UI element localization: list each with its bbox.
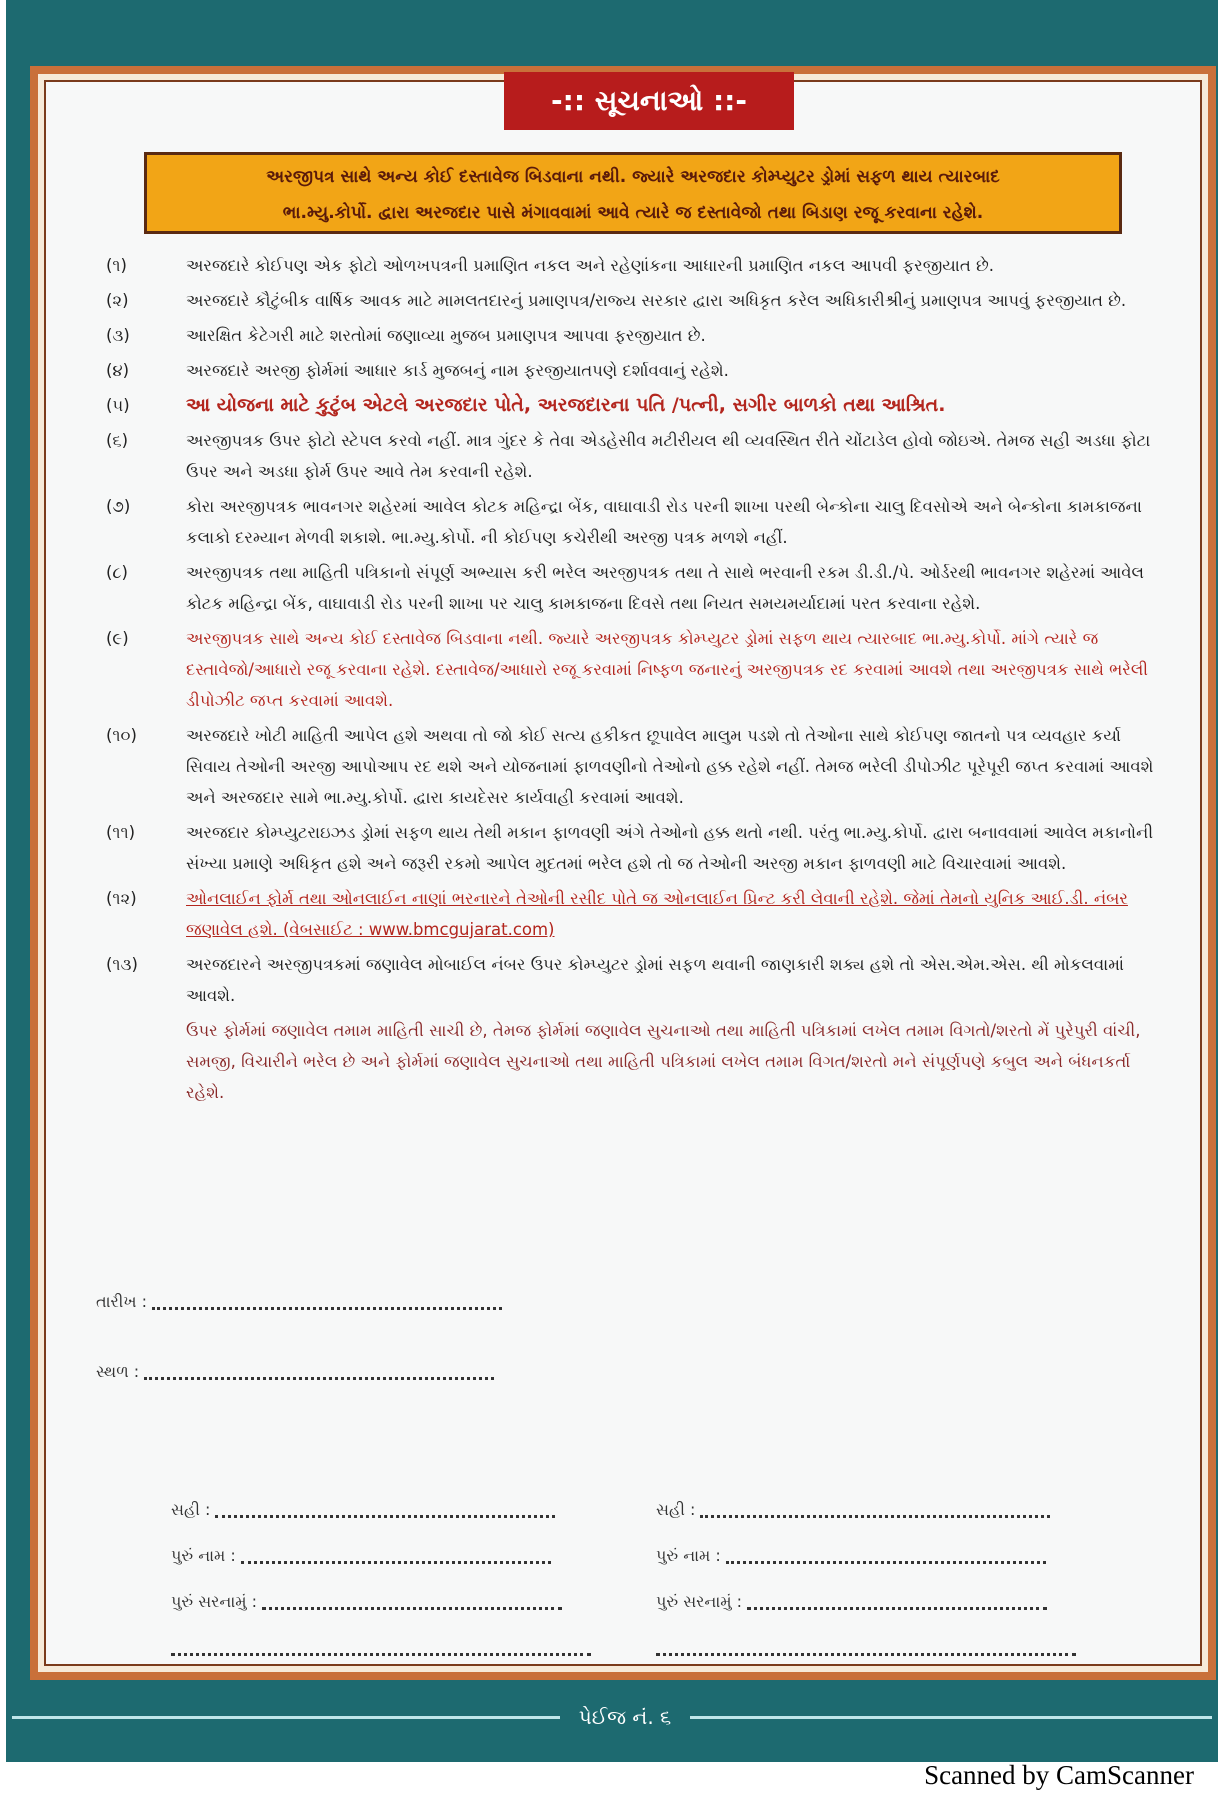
- signature-field-left[interactable]: [171, 1500, 555, 1520]
- page-number: પેઈજ નં. ૬: [560, 1700, 690, 1734]
- list-item: [106, 491, 1160, 553]
- page-title: -:: સૂચનાઓ ::-: [504, 72, 794, 130]
- name-field-right[interactable]: [656, 1546, 1046, 1566]
- list-item: [106, 817, 1160, 879]
- list-item: [106, 949, 1160, 1011]
- item-number: (૪): [106, 361, 130, 380]
- signature-label: સહી :: [656, 1500, 696, 1519]
- place-label: સ્થળ :: [96, 1362, 140, 1381]
- list-item: [106, 883, 1160, 945]
- page-frame: [30, 66, 1216, 1680]
- instruction-list: [106, 250, 1160, 1108]
- item-text: કોરા અરજીપત્રક ભાવનગર શહેરમાં આવેલ કોટક મહિન્દ્રા બેંક, વાઘાવાડી રોડ પરની શાખા પરથી બેન્કોના ચાલુ દિવસોએ અને બેન્કોના કામકાજના કલાકો દરમ્યાન મેળવી શકાશે. ભા.મ્યુ.કોર્પો. ની કોઈપણ કચેરીથી અરજી પત્રક મળશે નહીં.: [186, 497, 1142, 547]
- date-field[interactable]: [96, 1292, 502, 1312]
- notice-box: [144, 152, 1122, 234]
- date-label: તારીખ :: [96, 1292, 148, 1311]
- address-label: પુરું સરનામું :: [656, 1592, 743, 1611]
- notice-line: ભા.મ્યુ.કોર્પો. દ્વારા અરજદાર પાસે મંગાવવામાં આવે ત્યારે જ દસ્તાવેજો તથા બિડાણ રજૂ કરવાના રહેશે.: [282, 203, 984, 223]
- address-field-right[interactable]: [656, 1592, 1047, 1612]
- name-field-left[interactable]: [171, 1546, 551, 1566]
- list-item: [106, 250, 1160, 281]
- item-text: અરજદારે કોઈપણ એક ફોટો ઓળખપત્રની પ્રમાણિત નકલ અને રહેણાંકના આધારની પ્રમાણિત નકલ આપવી ફરજીયાત છે.: [186, 256, 995, 275]
- item-number: (૧૦): [106, 726, 137, 745]
- item-number: (૨): [106, 291, 129, 310]
- item-number: (૩): [106, 326, 130, 345]
- item-text: અરજદાર કોમ્પ્યુટરાઇઝડ ડ્રોમાં સફળ થાય તેથી મકાન ફાળવણી અંગે તેઓનો હક્ક થતો નથી. પરંતુ ભા.મ્યુ.કોર્પો. દ્વારા બનાવવામાં આવેલ મકાનોની સંખ્યા પ્રમાણે અધિકૃત હશે અને જરૂરી રકમો આપેલ મુદતમાં ભરેલ હશે તો જ તેઓની અરજી મકાન ફાળવણી માટે વિચારવામાં આવશે.: [186, 823, 1154, 873]
- item-number: (૧): [106, 256, 127, 275]
- address-line2-left[interactable]: [171, 1638, 591, 1657]
- list-item: [106, 390, 1160, 421]
- scanner-watermark: Scanned by CamScanner: [924, 1760, 1194, 1790]
- list-item: [106, 320, 1160, 351]
- item-number: (૬): [106, 431, 129, 450]
- signature-field-right[interactable]: [656, 1500, 1050, 1520]
- instructions-page: [44, 80, 1202, 1666]
- item-number: (૫): [106, 396, 130, 415]
- list-item: [106, 355, 1160, 386]
- declaration-text: ઉપર ફોર્મમાં જણાવેલ તમામ માહિતી સાચી છે, તેમજ ફોર્મમાં જણાવેલ સુચનાઓ તથા માહિતી પત્રિકામાં લખેલ તમામ વિગતો/શરતો મેં પુરેપુરી વાંચી, સમજી, વિચારીને ભરેલ છે અને ફોર્મમાં જણાવેલ સુચનાઓ તથા માહિતી પત્રિકામાં લખેલ તમામ વિગત/શરતો મને સંપૂર્ણપણે કબુલ અને બંધનકર્તા રહેશે.: [186, 1021, 1141, 1102]
- item-text: અરજીપત્રક ઉપર ફોટો સ્ટેપલ કરવો નહીં. માત્ર ગુંદર કે તેવા એડહેસીવ મટીરીયલ થી વ્યવસ્થિત રીતે ચોંટાડેલ હોવો જોઇએ. તેમજ સહી અડધા ફોટા ઉપર અને અડધા ફોર્મ ઉપર આવે તેમ કરવાની રહેશે.: [186, 431, 1151, 481]
- item-number: (૧૧): [106, 823, 136, 842]
- item-number: (૯): [106, 629, 129, 648]
- list-item: [106, 557, 1160, 619]
- item-text: અરજીપત્રક તથા માહિતી પત્રિકાનો સંપૂર્ણ અભ્યાસ કરી ભરેલ અરજીપત્રક તથા તે સાથે ભરવાની રકમ ડી.ડી./પે. ઓર્ડરથી ભાવનગર શહેરમાં આવેલ કોટક મહિન્દ્રા બેંક, વાઘાવાડી રોડ પરની શાખા પર ચાલુ કામકાજના દિવસે તથા નિયત સમયમર્યાદામાં પરત કરવાના રહેશે.: [186, 563, 1145, 613]
- item-number: (૧૩): [106, 955, 138, 974]
- list-item: [106, 425, 1160, 487]
- list-item: [106, 285, 1160, 316]
- address-label: પુરું સરનામું :: [171, 1592, 258, 1611]
- name-label: પુરું નામ :: [171, 1546, 236, 1565]
- item-text: અરજદારને અરજીપત્રકમાં જણાવેલ મોબાઈલ નંબર ઉપર કોમ્પ્યુટર ડ્રોમાં સફળ થવાની જાણકારી શક્ય હશે તો એસ.એમ.એસ. થી મોકલવામાં આવશે.: [186, 955, 1124, 1005]
- item-text: અરજદારે ખોટી માહિતી આપેલ હશે અથવા તો જો કોઈ સત્ય હકીકત છૂપાવેલ માલુમ પડશે તો તેઓના સાથે કોઈપણ જાતનો પત્ર વ્યવહાર કર્યા સિવાય તેઓની અરજી આપોઆપ રદ થશે અને યોજનામાં ફાળવણીનો તેઓનો હક્ક રહેશે નહીં. તેમજ ભરેલી ડીપોઝીટ પૂરેપૂરી જપ્ત કરવામાં આવશે અને અરજદાર સામે ભા.મ્યુ.કોર્પો. દ્વારા કાયદેસર કાર્યવાહી કરવામાં આવશે.: [186, 726, 1154, 807]
- list-item: [106, 720, 1160, 813]
- address-field-left[interactable]: [171, 1592, 562, 1612]
- list-item: [106, 623, 1160, 716]
- item-text: આરક્ષિત કેટેગરી માટે શરતોમાં જણાવ્યા મુજબ પ્રમાણપત્ર આપવા ફરજીયાત છે.: [186, 326, 706, 345]
- name-label: પુરું નામ :: [656, 1546, 721, 1565]
- address-line2-right[interactable]: [656, 1638, 1076, 1657]
- signature-label: સહી :: [171, 1500, 211, 1519]
- item-number: (૧૨): [106, 889, 137, 908]
- item-number: (૭): [106, 497, 131, 516]
- website-link-text[interactable]: ઓનલાઈન ફોર્મ તથા ઓનલાઈન નાણાં ભરનારને તેઓની રસીદ પોતે જ ઓનલાઈન પ્રિન્ટ કરી લેવાની રહેશે. જેમાં તેમનો યુનિક આઈ.ડી. નંબર જણાવેલ હશે. (વેબસાઈટ : www.bmcgujarat.com): [186, 889, 1128, 939]
- item-text: અરજદારે કૌટુંબીક વાર્ષિક આવક માટે મામલતદારનું પ્રમાણપત્ર/રાજ્ય સરકાર દ્વારા અધિકૃત કરેલ અધિકારીશ્રીનું પ્રમાણપત્ર આપવું ફરજીયાત છે.: [186, 291, 1127, 310]
- item-number: (૮): [106, 563, 128, 582]
- item-text: અરજીપત્રક સાથે અન્ય કોઈ દસ્તાવેજ બિડવાના નથી. જ્યારે અરજીપત્રક કોમ્પ્યુટર ડ્રોમાં સફળ થાય ત્યારબાદ ભા.મ્યુ.કોર્પો. માંગે ત્યારે જ દસ્તાવેજો/આધારો રજૂ કરવાના રહેશે. દસ્તાવેજ/આધારો રજૂ કરવામાં નિષ્ફળ જનારનું અરજીપત્રક રદ કરવામાં આવશે તથા અરજીપત્રક સાથે ભરેલી ડીપોઝીટ જપ્ત કરવામાં આવશે.: [186, 629, 1149, 710]
- item-text: અરજદારે અરજી ફોર્મમાં આધાર કાર્ડ મુજબનું નામ ફરજીયાતપણે દર્શાવવાનું રહેશે.: [186, 361, 729, 380]
- item-text: આ યોજના માટે કુટુંબ એટલે અરજદાર પોતે, અરજદારના પતિ /પત્ની, સગીર બાળકો તથા આશ્રિત.: [186, 394, 946, 416]
- place-field[interactable]: [96, 1362, 494, 1382]
- notice-line: અરજીપત્ર સાથે અન્ય કોઈ દસ્તાવેજ બિડવાના નથી. જ્યારે અરજદાર કોમ્પ્યુટર ડ્રોમાં સફળ થાય ત્યારબાદ: [266, 167, 1000, 187]
